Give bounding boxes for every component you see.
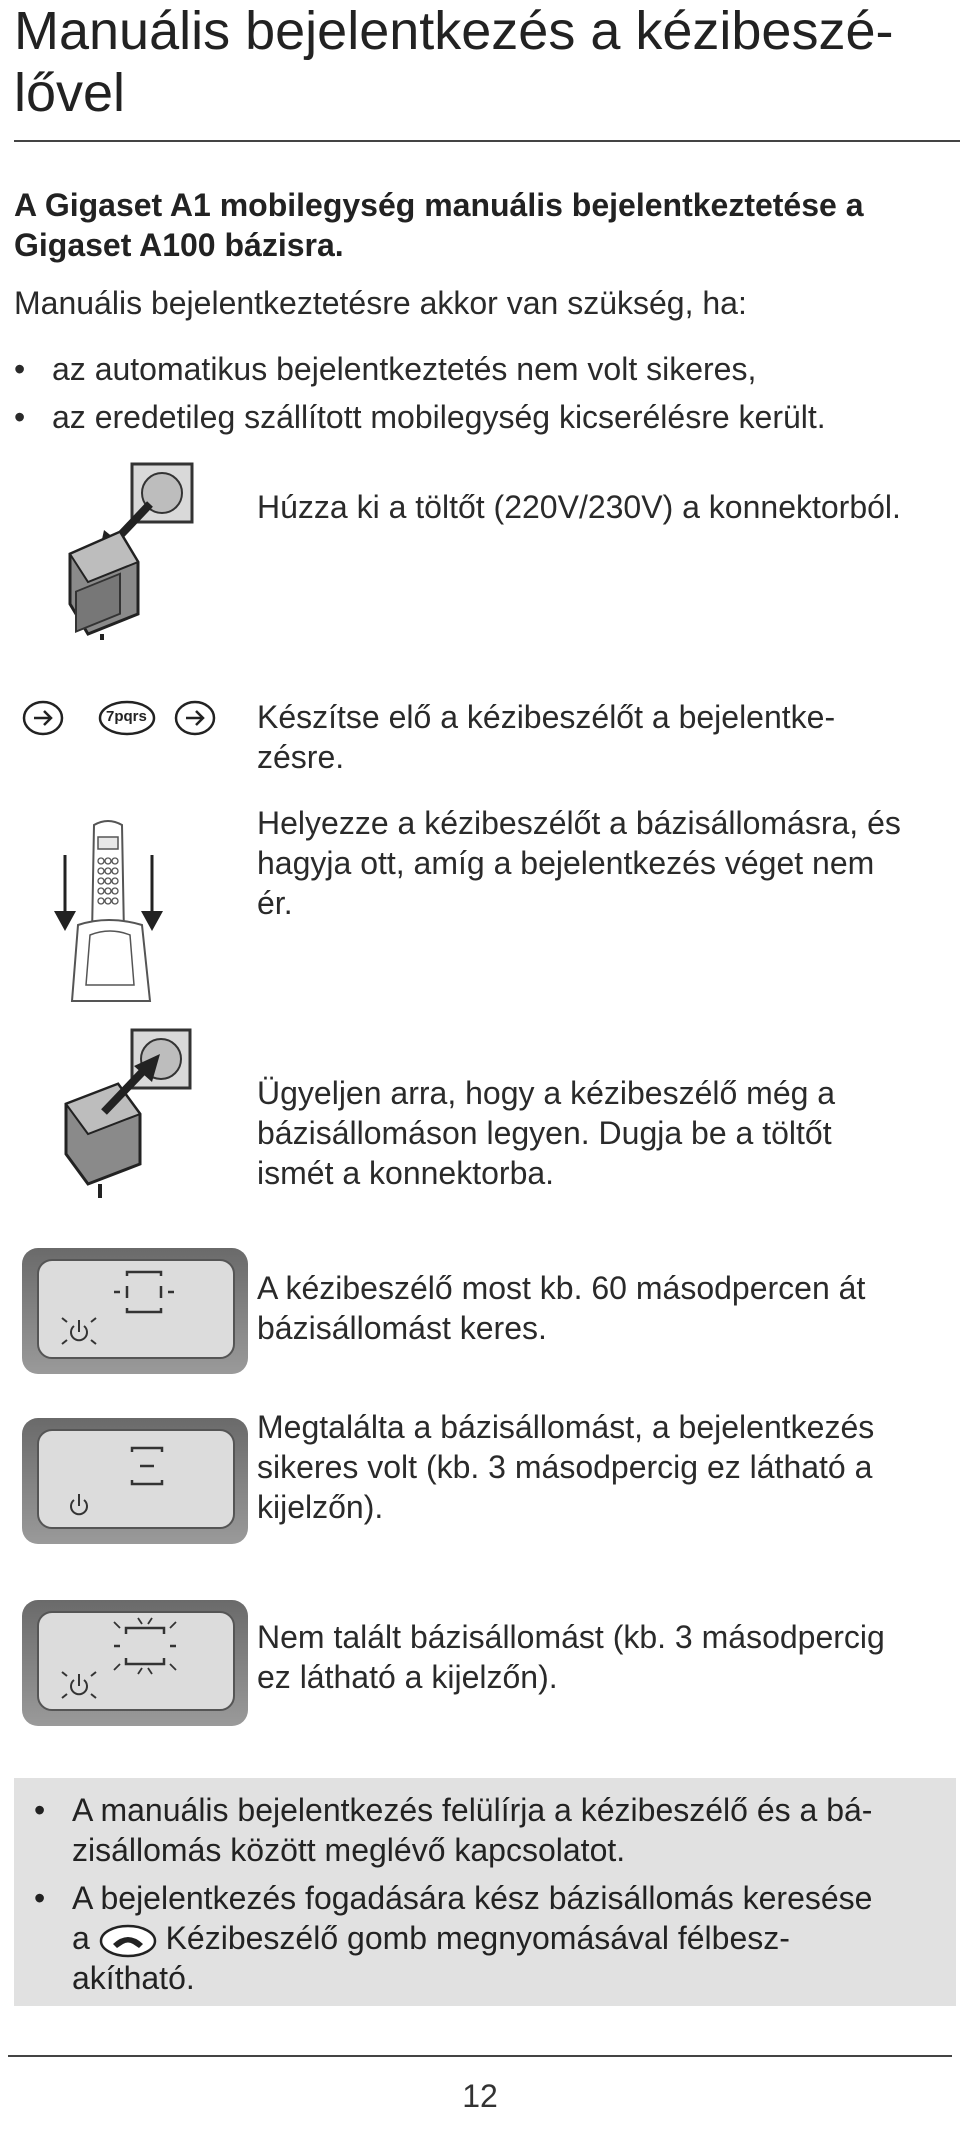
title-divider [14,140,960,142]
list-item [28,1790,928,1870]
condition-list [14,345,826,441]
display-searching-icon [22,1248,248,1374]
end-call-key-icon [99,1924,157,1958]
display-not-found-icon [22,1600,248,1726]
note-text-prefix: A bejelentkezés fogadására kész bázisállomás keresése a [72,1880,873,1956]
intro-text: Manuális bejelentkeztetésre akkor van szükség, ha: [14,285,747,321]
unplug-charger-illustration [60,462,210,642]
step-not-found: Nem talált bázisállomást (kb. 3 másodpercig ez látható a kijelzőn). [257,1619,885,1695]
step-unplug: Húzza ki a töltőt (220V/230V) a konnektorból. [257,489,901,525]
step-place: Helyezze a kézibeszélőt a bázisállomásra, és hagyja ott, amíg a bejelentkezés véget nem ér. [257,805,901,921]
intro-heading: A Gigaset A1 mobilegység manuális bejelentkeztetése a Gigaset A100 bázisra. [14,187,864,263]
note-list [28,1790,928,2006]
arrow-key-icon [174,700,216,736]
key-7-label: 7pqrs [106,708,147,725]
list-item [28,1878,928,1998]
handset-on-base-illustration [50,815,180,1005]
plug-in-charger-illustration [60,1028,210,1198]
note-text-suffix: Kézibeszélő gomb megnyomásával félbesz- akítható. [72,1920,790,1996]
display-found-icon [22,1418,248,1544]
list-item: • az automatikus bejelentkeztetés nem volt sikeres, [14,345,826,393]
key-sequence [22,700,212,736]
note-box [14,1778,956,2006]
step-searching: A kézibeszélő most kb. 60 másodpercen át bázisállomást keres. [257,1270,866,1346]
note-text: A manuális bejelentkezés felülírja a kézibeszélő és a bá- zisállomás között meglévő kapcsolatot. [72,1792,873,1868]
page-number: 12 [462,2078,498,2114]
list-item: • az eredetileg szállított mobilegység kicserélésre került. [14,393,826,441]
arrow-key-icon [22,700,64,736]
step-replug: Ügyeljen arra, hogy a kézibeszélő még a bázisállomáson legyen. Dugja be a töltőt ismét a konnektorba. [257,1075,836,1191]
page-title: Manuális bejelentkezés a kézibeszé- lővel [14,1,894,123]
step-prepare: Készítse elő a kézibeszélőt a bejelentke- zésre. [257,699,836,775]
step-found: Megtalálta a bázisállomást, a bejelentkezés sikeres volt (kb. 3 másodpercig ez látható a kijelzőn). [257,1409,875,1525]
footer-divider [8,2055,952,2057]
